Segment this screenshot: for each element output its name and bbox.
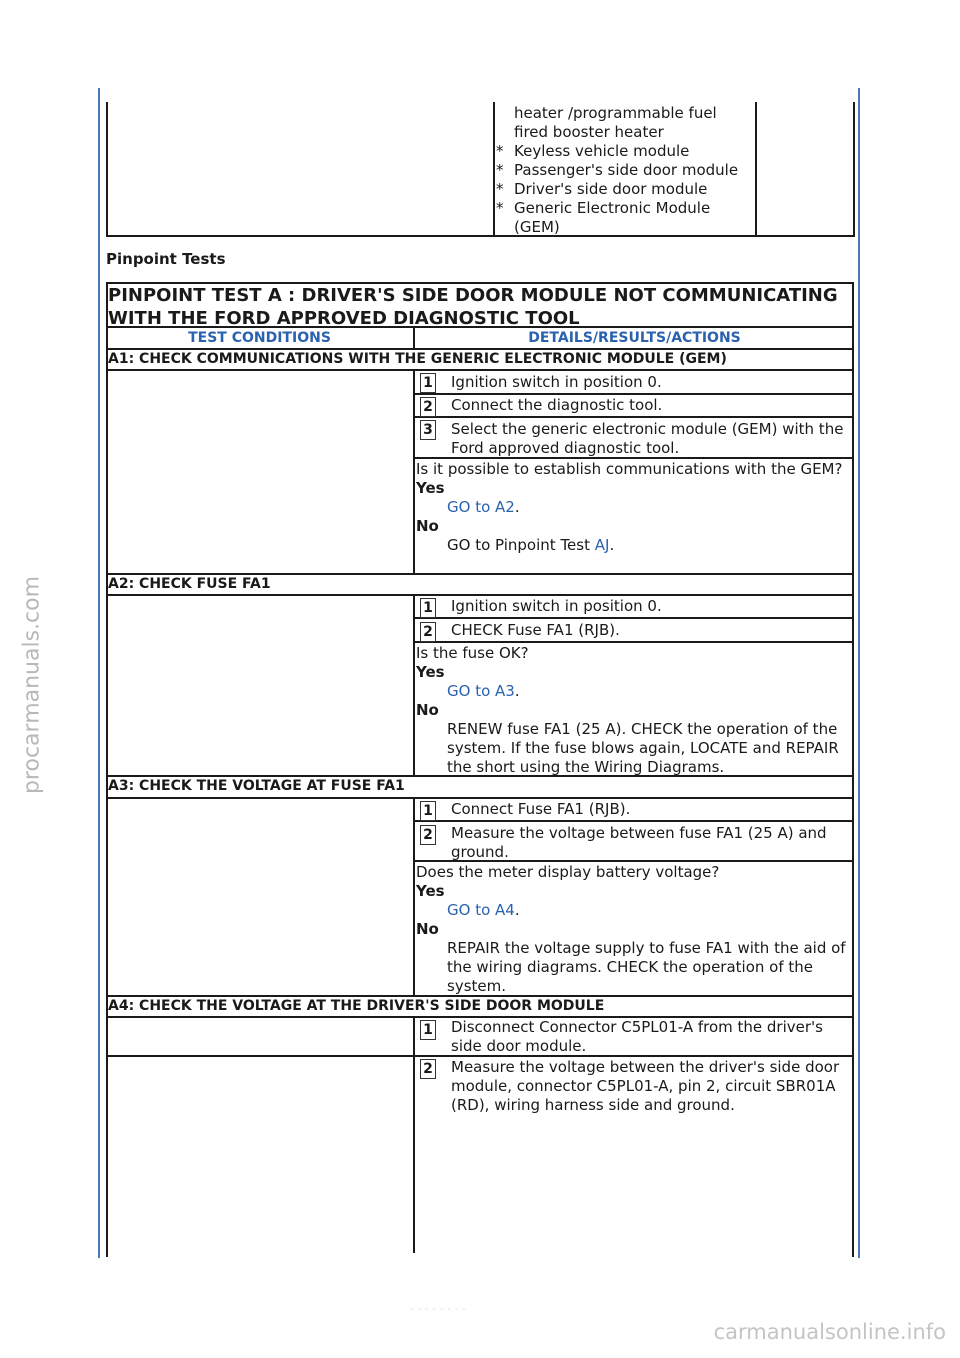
step-instruction: CHECK Fuse FA1 (RJB). (451, 621, 620, 639)
no-label: No (416, 920, 439, 938)
go-to-a4-link[interactable]: GO to A4 (447, 901, 515, 919)
step-instruction: Ignition switch in position 0. (451, 373, 662, 391)
step-instruction: Measure the voltage between the driver's side door module, connector C5PL01-A, pin 2, circuit SBR01A (RD), wiring harness side and ground. (451, 1058, 840, 1114)
step-instruction: Select the generic electronic module (GEM) with the Ford approved diagnostic tool. (451, 420, 844, 457)
list-item: * Driver's side door module (496, 180, 708, 198)
step-instruction: Measure the voltage between fuse FA1 (25 A) and ground. (451, 824, 827, 861)
step-instruction: Connect the diagnostic tool. (451, 396, 663, 414)
step-instruction: Connect Fuse FA1 (RJB). (451, 800, 631, 818)
yes-label: Yes (416, 882, 445, 900)
section-heading: Pinpoint Tests (106, 250, 226, 268)
step-instruction: Disconnect Connector C5PL01-A from the driver's side door module. (451, 1018, 823, 1055)
no-label: No (416, 701, 439, 719)
left-margin-rule (98, 88, 100, 1258)
no-label: No (416, 517, 439, 535)
footer-faint-text: - - - - - - - - (410, 1302, 467, 1315)
list-item: heater /programmable fuel fired booster heater (514, 104, 717, 141)
step-number: 1 (420, 598, 436, 618)
step-heading-a3: A3: CHECK THE VOLTAGE AT FUSE FA1 (108, 778, 405, 794)
step-heading-a1: A1: CHECK COMMUNICATIONS WITH THE GENERIC ELECTRONIC MODULE (GEM) (108, 351, 727, 367)
yes-label: Yes (416, 663, 445, 681)
step-heading-a2: A2: CHECK FUSE FA1 (108, 576, 271, 592)
step-number: 3 (420, 420, 436, 440)
question: Is the fuse OK? (416, 644, 529, 662)
list-item: * Keyless vehicle module (496, 142, 690, 160)
column-header-details: DETAILS/RESULTS/ACTIONS (528, 330, 741, 346)
module-list (495, 104, 753, 237)
step-instruction: Ignition switch in position 0. (451, 597, 662, 615)
side-watermark: procarmanuals.com (19, 575, 45, 795)
go-to-a3-link[interactable]: GO to A3 (447, 682, 515, 700)
column-header-test-conditions: TEST CONDITIONS (188, 330, 331, 346)
step-heading-a4: A4: CHECK THE VOLTAGE AT THE DRIVER'S SIDE DOOR MODULE (108, 998, 605, 1014)
list-item: * Generic Electronic Module (GEM) (496, 199, 711, 236)
result-block-a3: Does the meter display battery voltage? Yes GO to A4. No REPAIR the voltage supply to fuse FA1 with the aid of the wiring diagrams. CHECK the operation of the system. (416, 863, 852, 996)
result-block-a1: Is it possible to establish communications with the GEM? Yes GO to A2. No GO to Pinpoint Test AJ. (416, 460, 852, 555)
yes-label: Yes (416, 479, 445, 497)
pinpoint-test-aj-link[interactable]: AJ (594, 536, 610, 554)
pinpoint-test-title: PINPOINT TEST A : DRIVER'S SIDE DOOR MODULE NOT COMMUNICATING WITH THE FORD APPROVED DIAGNOSTIC TOOL (108, 285, 838, 329)
no-action: REPAIR the voltage supply to fuse FA1 with the aid of the wiring diagrams. CHECK the operation of the system. (447, 939, 846, 995)
step-number: 2 (420, 397, 436, 417)
step-number: 1 (420, 373, 436, 393)
step-number: 2 (420, 1059, 436, 1079)
question: Does the meter display battery voltage? (416, 863, 720, 881)
no-action: RENEW fuse FA1 (25 A). CHECK the operation of the system. If the fuse blows again, LOCATE and REPAIR the short using the Wiring Diagrams. (447, 720, 839, 776)
right-margin-rule (858, 88, 860, 1258)
question: Is it possible to establish communications with the GEM? (416, 460, 843, 478)
step-number: 1 (420, 801, 436, 821)
step-number: 1 (420, 1020, 436, 1040)
step-number: 2 (420, 622, 436, 642)
result-block-a2: Is the fuse OK? Yes GO to A3. No RENEW fuse FA1 (25 A). CHECK the operation of the system. If the fuse blows again, LOCATE and REPAIR the short using the Wiring Diagrams. (416, 644, 852, 777)
go-to-a2-link[interactable]: GO to A2 (447, 498, 515, 516)
bottom-watermark: carmanualsonline.info (713, 1320, 946, 1344)
step-number: 2 (420, 825, 436, 845)
list-item: * Passenger's side door module (496, 161, 739, 179)
